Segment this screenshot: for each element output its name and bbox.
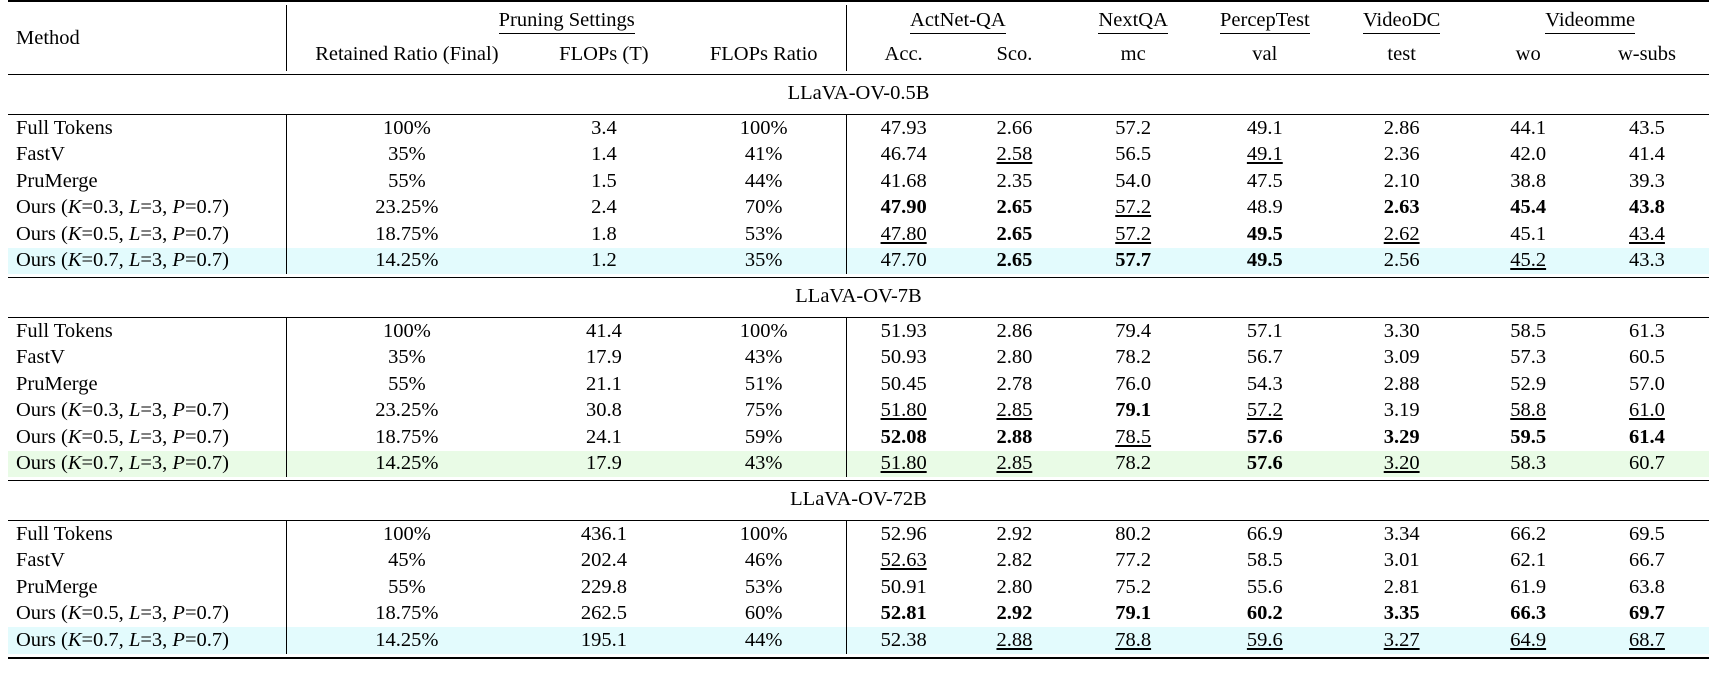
header-group-nextqa: NextQA	[1069, 5, 1198, 38]
cell-flops: 17.9	[585, 346, 622, 369]
section-title-row	[8, 278, 1709, 315]
cell-sco: 2.66	[996, 116, 1033, 139]
cell-w-subs: 61.3	[1629, 319, 1665, 342]
cell-w-subs: 60.5	[1629, 346, 1665, 369]
cell-flops: 1.5	[591, 169, 617, 192]
cell-method: Full Tokens	[16, 116, 113, 139]
cell-flops-ratio: 53%	[744, 222, 783, 245]
cell-sco: 2.78	[996, 372, 1033, 395]
section-title-row	[8, 481, 1709, 518]
cell-w-subs: 41.4	[1629, 143, 1665, 166]
cell-w-subs: 68.7	[1585, 627, 1709, 654]
cell-acc: 47.70	[847, 248, 961, 275]
table-row	[8, 168, 1709, 195]
cell-test: 3.29	[1383, 425, 1420, 448]
cell-mc: 79.1	[1115, 399, 1152, 422]
cell-flops: 1.2	[526, 248, 681, 275]
cell-method: Full Tokens	[16, 522, 113, 545]
cell-mc: 80.2	[1115, 522, 1152, 545]
cell-retained-ratio: 100%	[287, 115, 527, 142]
cell-w-subs: 63.8	[1629, 575, 1665, 598]
cell-w-subs: 61.0	[1629, 399, 1665, 422]
section-title: LLaVA-OV-0.5B	[787, 81, 930, 104]
cell-method: Ours (K=0.3, L=3, P=0.7)	[16, 399, 229, 422]
cell-retained-ratio: 14.25%	[287, 627, 527, 654]
cell-sco: 2.85	[960, 451, 1068, 478]
cell-mc: 76.0	[1115, 372, 1152, 395]
cell-wo: 62.1	[1510, 549, 1547, 572]
cell-flops: 3.4	[591, 116, 617, 139]
cell-test: 2.63	[1383, 196, 1420, 219]
cell-retained-ratio: 100%	[287, 521, 527, 548]
cell-mc: 57.2	[1115, 196, 1152, 219]
cell-mc: 79.1	[1115, 602, 1152, 625]
cell-mc: 79.4	[1115, 319, 1152, 342]
cell-sco: 2.82	[996, 549, 1033, 572]
cell-val: 57.6	[1198, 451, 1332, 478]
cell-sco: 2.35	[996, 169, 1033, 192]
header-group-actnet: ActNet-QA	[847, 5, 1069, 38]
cell-method: PruMerge	[16, 575, 98, 598]
cell-flops-ratio: 59%	[744, 425, 783, 448]
cell-test: 3.27	[1332, 627, 1471, 654]
header-wo: wo	[1515, 43, 1541, 65]
cell-test: 3.30	[1383, 319, 1420, 342]
cell-w-subs: 43.5	[1629, 116, 1665, 139]
header-w-subs: w-subs	[1617, 43, 1677, 65]
cell-wo: 57.3	[1510, 346, 1547, 369]
cell-test: 2.56	[1332, 248, 1471, 275]
table-row	[8, 371, 1709, 398]
cell-wo: 45.4	[1510, 196, 1547, 219]
cell-mc: 54.0	[1115, 169, 1152, 192]
cell-val: 56.7	[1246, 346, 1283, 369]
cell-val: 55.6	[1246, 575, 1283, 598]
cell-wo: 59.5	[1510, 425, 1547, 448]
cell-w-subs: 43.4	[1629, 222, 1665, 245]
table-row	[8, 451, 1709, 478]
cell-retained-ratio: 100%	[287, 318, 527, 345]
cell-method: Ours (K=0.5, L=3, P=0.7)	[16, 222, 229, 245]
header-group-videomme: Videomme	[1471, 5, 1709, 38]
cell-wo: 58.5	[1510, 319, 1547, 342]
cell-mc: 56.5	[1115, 143, 1152, 166]
cell-w-subs: 61.4	[1629, 425, 1665, 448]
cell-val: 59.6	[1198, 627, 1332, 654]
cell-mc: 57.7	[1069, 248, 1198, 275]
table-row	[8, 318, 1709, 345]
cell-mc: 78.2	[1115, 346, 1152, 369]
cell-test: 2.36	[1383, 143, 1420, 166]
header-retained-ratio: Retained Ratio (Final)	[287, 38, 527, 71]
cell-w-subs: 43.8	[1629, 196, 1665, 219]
cell-flops: 17.9	[526, 451, 681, 478]
table-row	[8, 424, 1709, 451]
cell-val: 57.1	[1246, 319, 1283, 342]
cell-retained-ratio: 14.25%	[287, 248, 527, 275]
section-title: LLaVA-OV-72B	[790, 487, 927, 510]
cell-mc: 78.5	[1115, 425, 1152, 448]
cell-w-subs: 66.7	[1629, 549, 1665, 572]
cell-val: 49.1	[1246, 143, 1283, 166]
cell-flops-ratio: 75%	[744, 399, 783, 422]
cell-flops: 436.1	[580, 522, 627, 545]
cell-val: 54.3	[1246, 372, 1283, 395]
cell-w-subs: 60.7	[1585, 451, 1709, 478]
cell-test: 3.20	[1332, 451, 1471, 478]
cell-flops-ratio: 60%	[744, 602, 783, 625]
cell-acc: 47.80	[847, 221, 961, 248]
cell-sco: 2.85	[996, 399, 1033, 422]
cell-w-subs: 69.7	[1629, 602, 1665, 625]
table-row	[8, 398, 1709, 425]
cell-sco: 2.92	[996, 602, 1033, 625]
table-row	[8, 601, 1709, 628]
cell-retained-ratio: 45%	[287, 548, 527, 575]
cell-acc: 41.68	[847, 168, 961, 195]
table-row	[8, 574, 1709, 601]
cell-flops: 24.1	[585, 425, 622, 448]
cell-wo: 58.8	[1510, 399, 1547, 422]
cell-val: 57.6	[1246, 425, 1283, 448]
cell-retained-ratio: 55%	[287, 371, 527, 398]
header-val: val	[1252, 43, 1278, 65]
cell-flops: 262.5	[580, 602, 627, 625]
cell-test: 2.62	[1383, 222, 1420, 245]
cell-sco: 2.65	[996, 196, 1033, 219]
cell-val: 57.2	[1246, 399, 1283, 422]
table-row	[8, 221, 1709, 248]
cell-retained-ratio: 14.25%	[287, 451, 527, 478]
cell-acc: 50.91	[847, 574, 961, 601]
cell-method: Ours (K=0.3, L=3, P=0.7)	[16, 196, 229, 219]
cell-sco: 2.86	[996, 319, 1033, 342]
cell-retained-ratio: 55%	[287, 168, 527, 195]
cell-method: PruMerge	[16, 169, 98, 192]
cell-sco: 2.80	[996, 346, 1033, 369]
header-group-videodc: VideoDC	[1332, 5, 1471, 38]
cell-flops-ratio: 70%	[744, 196, 783, 219]
cell-method: Ours (K=0.7, L=3, P=0.7)	[8, 451, 287, 478]
cell-flops: 21.1	[585, 372, 622, 395]
cell-retained-ratio: 23.25%	[287, 398, 527, 425]
table-row	[8, 248, 1709, 275]
results-table	[8, 0, 1709, 659]
cell-test: 2.86	[1383, 116, 1420, 139]
cell-test: 2.88	[1383, 372, 1420, 395]
header-row-groups	[8, 5, 1709, 38]
cell-acc: 52.38	[847, 627, 961, 654]
section-title: LLaVA-OV-7B	[795, 284, 922, 307]
cell-mc: 57.2	[1115, 222, 1152, 245]
cell-val: 49.5	[1198, 248, 1332, 275]
cell-sco: 2.65	[960, 248, 1068, 275]
cell-acc: 51.93	[847, 318, 961, 345]
cell-flops-ratio: 43%	[744, 346, 783, 369]
table-row	[8, 627, 1709, 654]
cell-w-subs: 69.5	[1629, 522, 1665, 545]
cell-wo: 38.8	[1510, 169, 1547, 192]
cell-retained-ratio: 18.75%	[287, 601, 527, 628]
cell-mc: 78.2	[1069, 451, 1198, 478]
cell-val: 47.5	[1246, 169, 1283, 192]
cell-retained-ratio: 18.75%	[287, 424, 527, 451]
cell-method: Ours (K=0.5, L=3, P=0.7)	[16, 602, 229, 625]
cell-wo: 61.9	[1510, 575, 1547, 598]
table-row	[8, 115, 1709, 142]
cell-retained-ratio: 55%	[287, 574, 527, 601]
cell-flops-ratio: 46%	[744, 549, 783, 572]
cell-method: FastV	[16, 143, 65, 166]
cell-flops-ratio: 35%	[681, 248, 846, 275]
cell-w-subs: 57.0	[1629, 372, 1665, 395]
cell-flops-ratio: 100%	[739, 116, 788, 139]
cell-method: FastV	[16, 549, 65, 572]
cell-wo: 66.3	[1510, 602, 1547, 625]
cell-mc: 57.2	[1115, 116, 1152, 139]
header-group-pruning: Pruning Settings	[287, 5, 847, 38]
cell-test: 3.34	[1383, 522, 1420, 545]
header-mc: mc	[1120, 43, 1146, 65]
cell-retained-ratio: 18.75%	[287, 221, 527, 248]
cell-flops-ratio: 41%	[744, 143, 783, 166]
cell-flops: 1.4	[591, 143, 617, 166]
cell-flops-ratio: 100%	[739, 522, 788, 545]
cell-method: Ours (K=0.7, L=3, P=0.7)	[8, 627, 287, 654]
cell-acc: 46.74	[847, 142, 961, 169]
cell-val: 49.5	[1246, 222, 1283, 245]
cell-sco: 2.88	[996, 425, 1033, 448]
cell-wo: 64.9	[1471, 627, 1585, 654]
cell-mc: 77.2	[1115, 549, 1152, 572]
header-test: test	[1387, 43, 1416, 65]
header-flops: FLOPs (T)	[559, 43, 649, 65]
cell-flops: 229.8	[580, 575, 627, 598]
cell-acc: 51.80	[847, 451, 961, 478]
cell-acc: 52.81	[847, 601, 961, 628]
cell-sco: 2.65	[996, 222, 1033, 245]
cell-sco: 2.88	[960, 627, 1068, 654]
header-group-perceptest: PercepTest	[1198, 5, 1332, 38]
cell-wo: 42.0	[1510, 143, 1547, 166]
cell-val: 66.9	[1246, 522, 1283, 545]
cell-acc: 52.63	[847, 548, 961, 575]
header-method: Method	[16, 26, 80, 49]
section-title-row	[8, 75, 1709, 112]
cell-flops-ratio: 43%	[681, 451, 846, 478]
cell-test: 3.09	[1383, 346, 1420, 369]
cell-val: 48.9	[1246, 196, 1283, 219]
cell-wo: 52.9	[1510, 372, 1547, 395]
header-acc: Acc.	[847, 38, 961, 71]
cell-method: Full Tokens	[16, 319, 113, 342]
cell-test: 2.81	[1383, 575, 1420, 598]
cell-retained-ratio: 35%	[287, 345, 527, 372]
cell-w-subs: 39.3	[1629, 169, 1665, 192]
cell-flops-ratio: 44%	[744, 169, 783, 192]
cell-sco: 2.58	[996, 143, 1033, 166]
header-sco: Sco.	[996, 43, 1033, 65]
cell-retained-ratio: 23.25%	[287, 195, 527, 222]
cell-sco: 2.92	[996, 522, 1033, 545]
table-row	[8, 521, 1709, 548]
header-flops-ratio: FLOPs Ratio	[709, 43, 818, 65]
cell-val: 58.5	[1246, 549, 1283, 572]
cell-mc: 75.2	[1115, 575, 1152, 598]
cell-flops: 30.8	[585, 399, 622, 422]
cell-flops: 1.8	[591, 222, 617, 245]
cell-acc: 47.90	[847, 195, 961, 222]
cell-wo: 58.3	[1471, 451, 1585, 478]
table-row	[8, 345, 1709, 372]
cell-val: 60.2	[1246, 602, 1283, 625]
cell-sco: 2.80	[996, 575, 1033, 598]
cell-flops: 202.4	[580, 549, 627, 572]
cell-flops-ratio: 44%	[681, 627, 846, 654]
table-row	[8, 142, 1709, 169]
cell-wo: 66.2	[1510, 522, 1547, 545]
cell-acc: 47.93	[847, 115, 961, 142]
cell-acc: 50.93	[847, 345, 961, 372]
cell-flops: 2.4	[591, 196, 617, 219]
cell-method: Ours (K=0.5, L=3, P=0.7)	[16, 425, 229, 448]
cell-flops: 195.1	[526, 627, 681, 654]
table-row	[8, 548, 1709, 575]
cell-flops: 41.4	[585, 319, 622, 342]
cell-flops-ratio: 53%	[744, 575, 783, 598]
cell-method: FastV	[16, 346, 65, 369]
cell-flops-ratio: 51%	[744, 372, 783, 395]
cell-w-subs: 43.3	[1585, 248, 1709, 275]
cell-test: 2.10	[1383, 169, 1420, 192]
cell-wo: 44.1	[1510, 116, 1547, 139]
cell-acc: 51.80	[847, 398, 961, 425]
rule-bottom	[8, 654, 1709, 658]
cell-wo: 45.1	[1510, 222, 1547, 245]
cell-flops-ratio: 100%	[739, 319, 788, 342]
cell-mc: 78.8	[1069, 627, 1198, 654]
cell-acc: 52.08	[847, 424, 961, 451]
cell-test: 3.01	[1383, 549, 1420, 572]
table-row	[8, 195, 1709, 222]
cell-method: Ours (K=0.7, L=3, P=0.7)	[8, 248, 287, 275]
cell-acc: 52.96	[847, 521, 961, 548]
cell-method: PruMerge	[16, 372, 98, 395]
cell-test: 3.35	[1383, 602, 1420, 625]
cell-acc: 50.45	[847, 371, 961, 398]
cell-wo: 45.2	[1471, 248, 1585, 275]
results-table-body	[8, 1, 1709, 658]
cell-val: 49.1	[1246, 116, 1283, 139]
cell-retained-ratio: 35%	[287, 142, 527, 169]
cell-test: 3.19	[1383, 399, 1420, 422]
